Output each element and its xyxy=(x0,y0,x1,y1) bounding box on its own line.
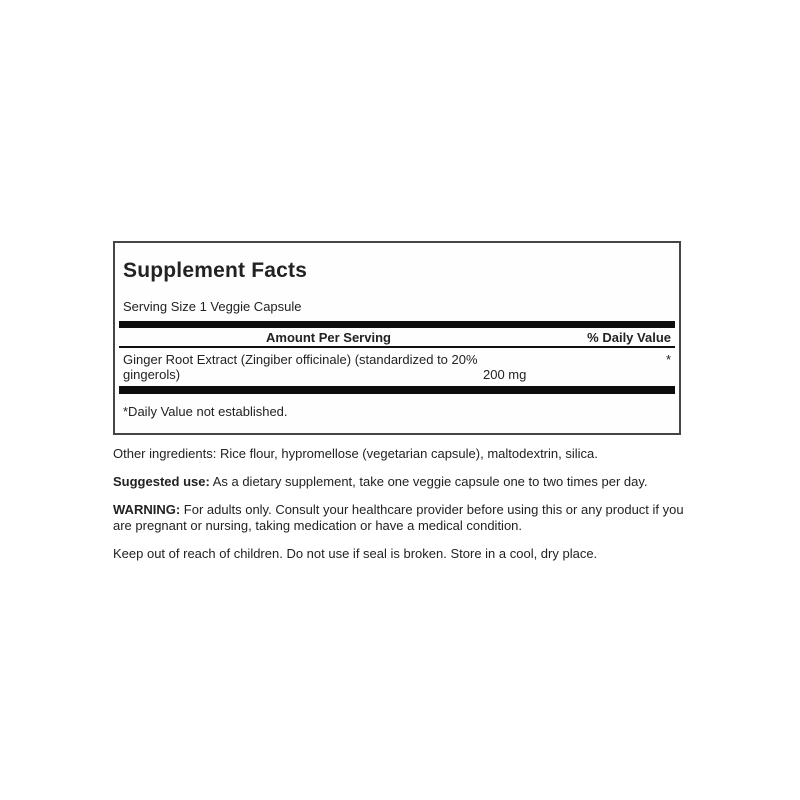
column-headers xyxy=(123,328,671,345)
divider-thin xyxy=(119,346,675,348)
column-daily-value: % Daily Value xyxy=(587,330,671,345)
usage-details xyxy=(113,446,695,562)
suggested-use xyxy=(113,474,695,490)
ingredient-daily-value: * xyxy=(665,352,671,367)
ingredient-row xyxy=(123,352,671,382)
serving-size: Serving Size 1 Veggie Capsule xyxy=(123,299,302,314)
warning-label: WARNING: xyxy=(113,502,181,517)
suggested-use-text: As a dietary supplement, take one veggie capsule one to two times per day. xyxy=(212,474,648,489)
ingredient-amount: 200 mg xyxy=(483,367,527,382)
ingredient-name-line2: gingerols) xyxy=(123,367,181,382)
other-ingredients xyxy=(113,446,695,462)
ingredient-name-line1: Ginger Root Extract (Zingiber officinale) (standardized to 20% xyxy=(123,352,478,367)
panel-title: Supplement Facts xyxy=(123,259,308,282)
divider-thick-bottom xyxy=(119,386,675,394)
supplement-facts-panel xyxy=(113,241,681,435)
other-ingredients-label: Other ingredients: xyxy=(113,446,217,461)
suggested-use-label: Suggested use: xyxy=(113,474,210,489)
daily-value-footnote: *Daily Value not established. xyxy=(123,404,288,419)
warning xyxy=(113,502,695,534)
divider-thick-top xyxy=(119,321,675,328)
other-ingredients-text: Rice flour, hypromellose (vegetarian capsule), maltodextrin, silica. xyxy=(219,446,598,461)
ingredient-name xyxy=(123,352,671,382)
warning-text: For adults only. Consult your healthcare provider before using this or any product if you are pregnant or nursing, taking medication or have a medical condition. xyxy=(113,502,684,533)
column-amount-per-serving: Amount Per Serving xyxy=(266,330,391,345)
storage-note: Keep out of reach of children. Do not use if seal is broken. Store in a cool, dry place. xyxy=(113,546,598,561)
